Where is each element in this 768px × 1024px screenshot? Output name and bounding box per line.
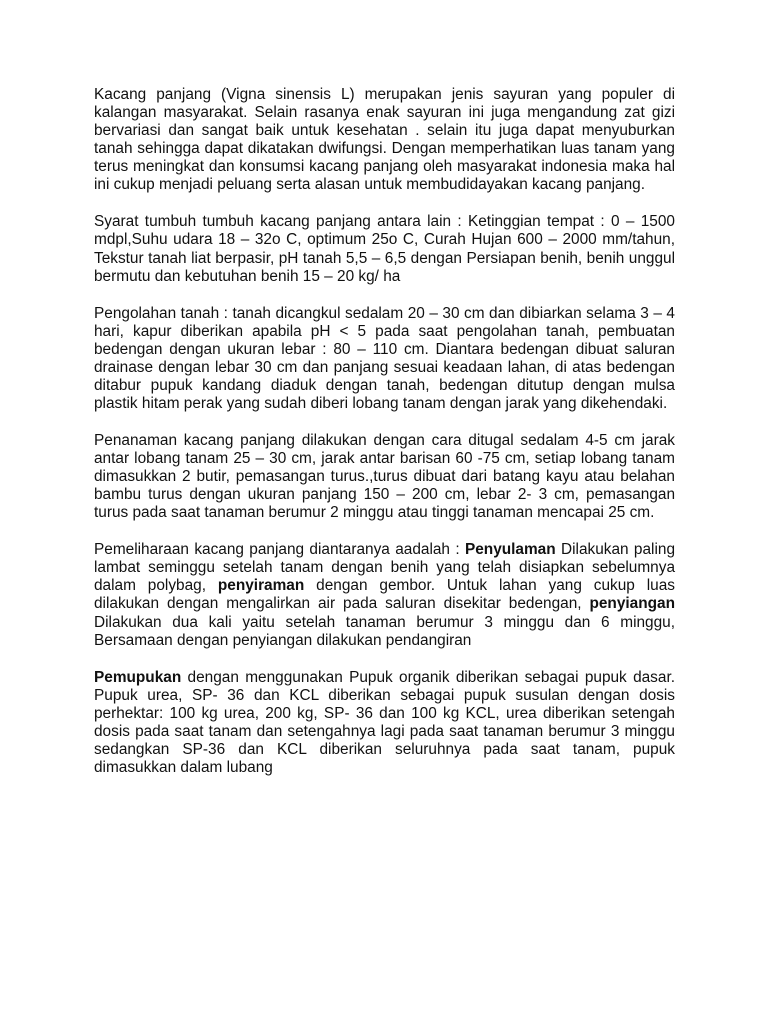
maintenance-text-4: Dilakukan dua kali yaitu setelah tanaman berumur 3 minggu dan 6 minggu, Bersamaan dengan penyiangan dilakukan pendangiran: [94, 613, 675, 649]
paragraph-maintenance: [94, 541, 675, 650]
maintenance-text-2: Dilakukan paling lambat seminggu setelah tanam dengan benih yang telah disiapkan sebelumnya dalam polybag,: [94, 541, 675, 595]
term-penyulaman: Penyulaman: [464, 541, 556, 559]
paragraph-growth-requirements: Syarat tumbuh tumbuh kacang panjang antara lain : Ketinggian tempat : 0 – 1500 mdpl,Suhu udara 18 – 32o C, optimum 25o C, Curah Hujan 600 – 2000 mm/tahun, Tekstur tanah liat berpasir, pH tanah 5,5 – 6,5 dengan Persiapan benih, benih unggul bermutu dan kebutuhan benih 15 – 20 kg/ ha: [94, 213, 675, 285]
paragraph-fertilizing: [94, 669, 675, 778]
maintenance-text-3: dengan gembor. Untuk lahan yang cukup luas dilakukan dengan mengalirkan air pada saluran disekitar bedengan,: [94, 577, 675, 613]
term-penyiraman: penyiraman: [217, 577, 305, 595]
paragraph-intro: Kacang panjang (Vigna sinensis L) merupakan jenis sayuran yang populer di kalangan masyarakat. Selain rasanya enak sayuran ini juga mengandung zat gizi bervariasi dan sangat baik untuk kesehatan . selain itu juga dapat menyuburkan tanah sehingga dapat dikatakan dwifungsi. Dengan memperhatikan luas tanam yang terus meningkat dan konsumsi kacang panjang oleh masyarakat indonesia maka hal ini cukup menjadi peluang serta alasan untuk membudidayakan kacang panjang.: [94, 86, 675, 194]
paragraph-soil-preparation: Pengolahan tanah : tanah dicangkul sedalam 20 – 30 cm dan dibiarkan selama 3 – 4 hari, kapur diberikan apabila pH < 5 pada saat pengolahan tanah, pembuatan bedengan dengan ukuran lebar : 80 – 110 cm. Diantara bedengan dibuat saluran drainase dengan lebar 30 cm dan panjang sesuai keadaan lahan, di atas bedengan ditabur pupuk kandang diaduk dengan tanah, bedengan ditutup dengan mulsa plastik hitam perak yang sudah diberi lobang tanam dengan jarak yang dikehendaki.: [94, 304, 675, 412]
term-penyiangan: penyiangan: [589, 595, 675, 613]
fertilizing-text: dengan menggunakan Pupuk organik diberikan sebagai pupuk dasar. Pupuk urea, SP- 36 dan KCL diberikan sebagai pupuk susulan dengan dosis perhektar: 100 kg urea, 200 kg, SP- 36 dan 100 kg KCL, urea diberikan setengah dosis pada saat tanam dan setengahnya lagi pada saat tanaman berumur 3 minggu sedangkan SP-36 dan KCL diberikan seluruhnya pada saat tanam, pupuk dimasukkan dalam lubang: [94, 668, 675, 776]
document-page: [94, 86, 675, 796]
term-pemupukan: Pemupukan: [94, 668, 182, 686]
paragraph-planting: Penanaman kacang panjang dilakukan dengan cara ditugal sedalam 4-5 cm jarak antar lobang tanam 25 – 30 cm, jarak antar barisan 60 -75 cm, setiap lobang tanam dimasukkan 2 butir, pemasangan turus.,turus dibuat dari batang kayu atau belahan bambu turus dengan ukuran panjang 150 – 200 cm, lebar 2- 3 cm, pemasangan turus pada saat tanaman berumur 2 minggu atau tinggi tanaman mencapai 25 cm.: [94, 431, 675, 522]
maintenance-text-1: Pemeliharaan kacang panjang diantaranya aadalah :: [94, 541, 465, 559]
